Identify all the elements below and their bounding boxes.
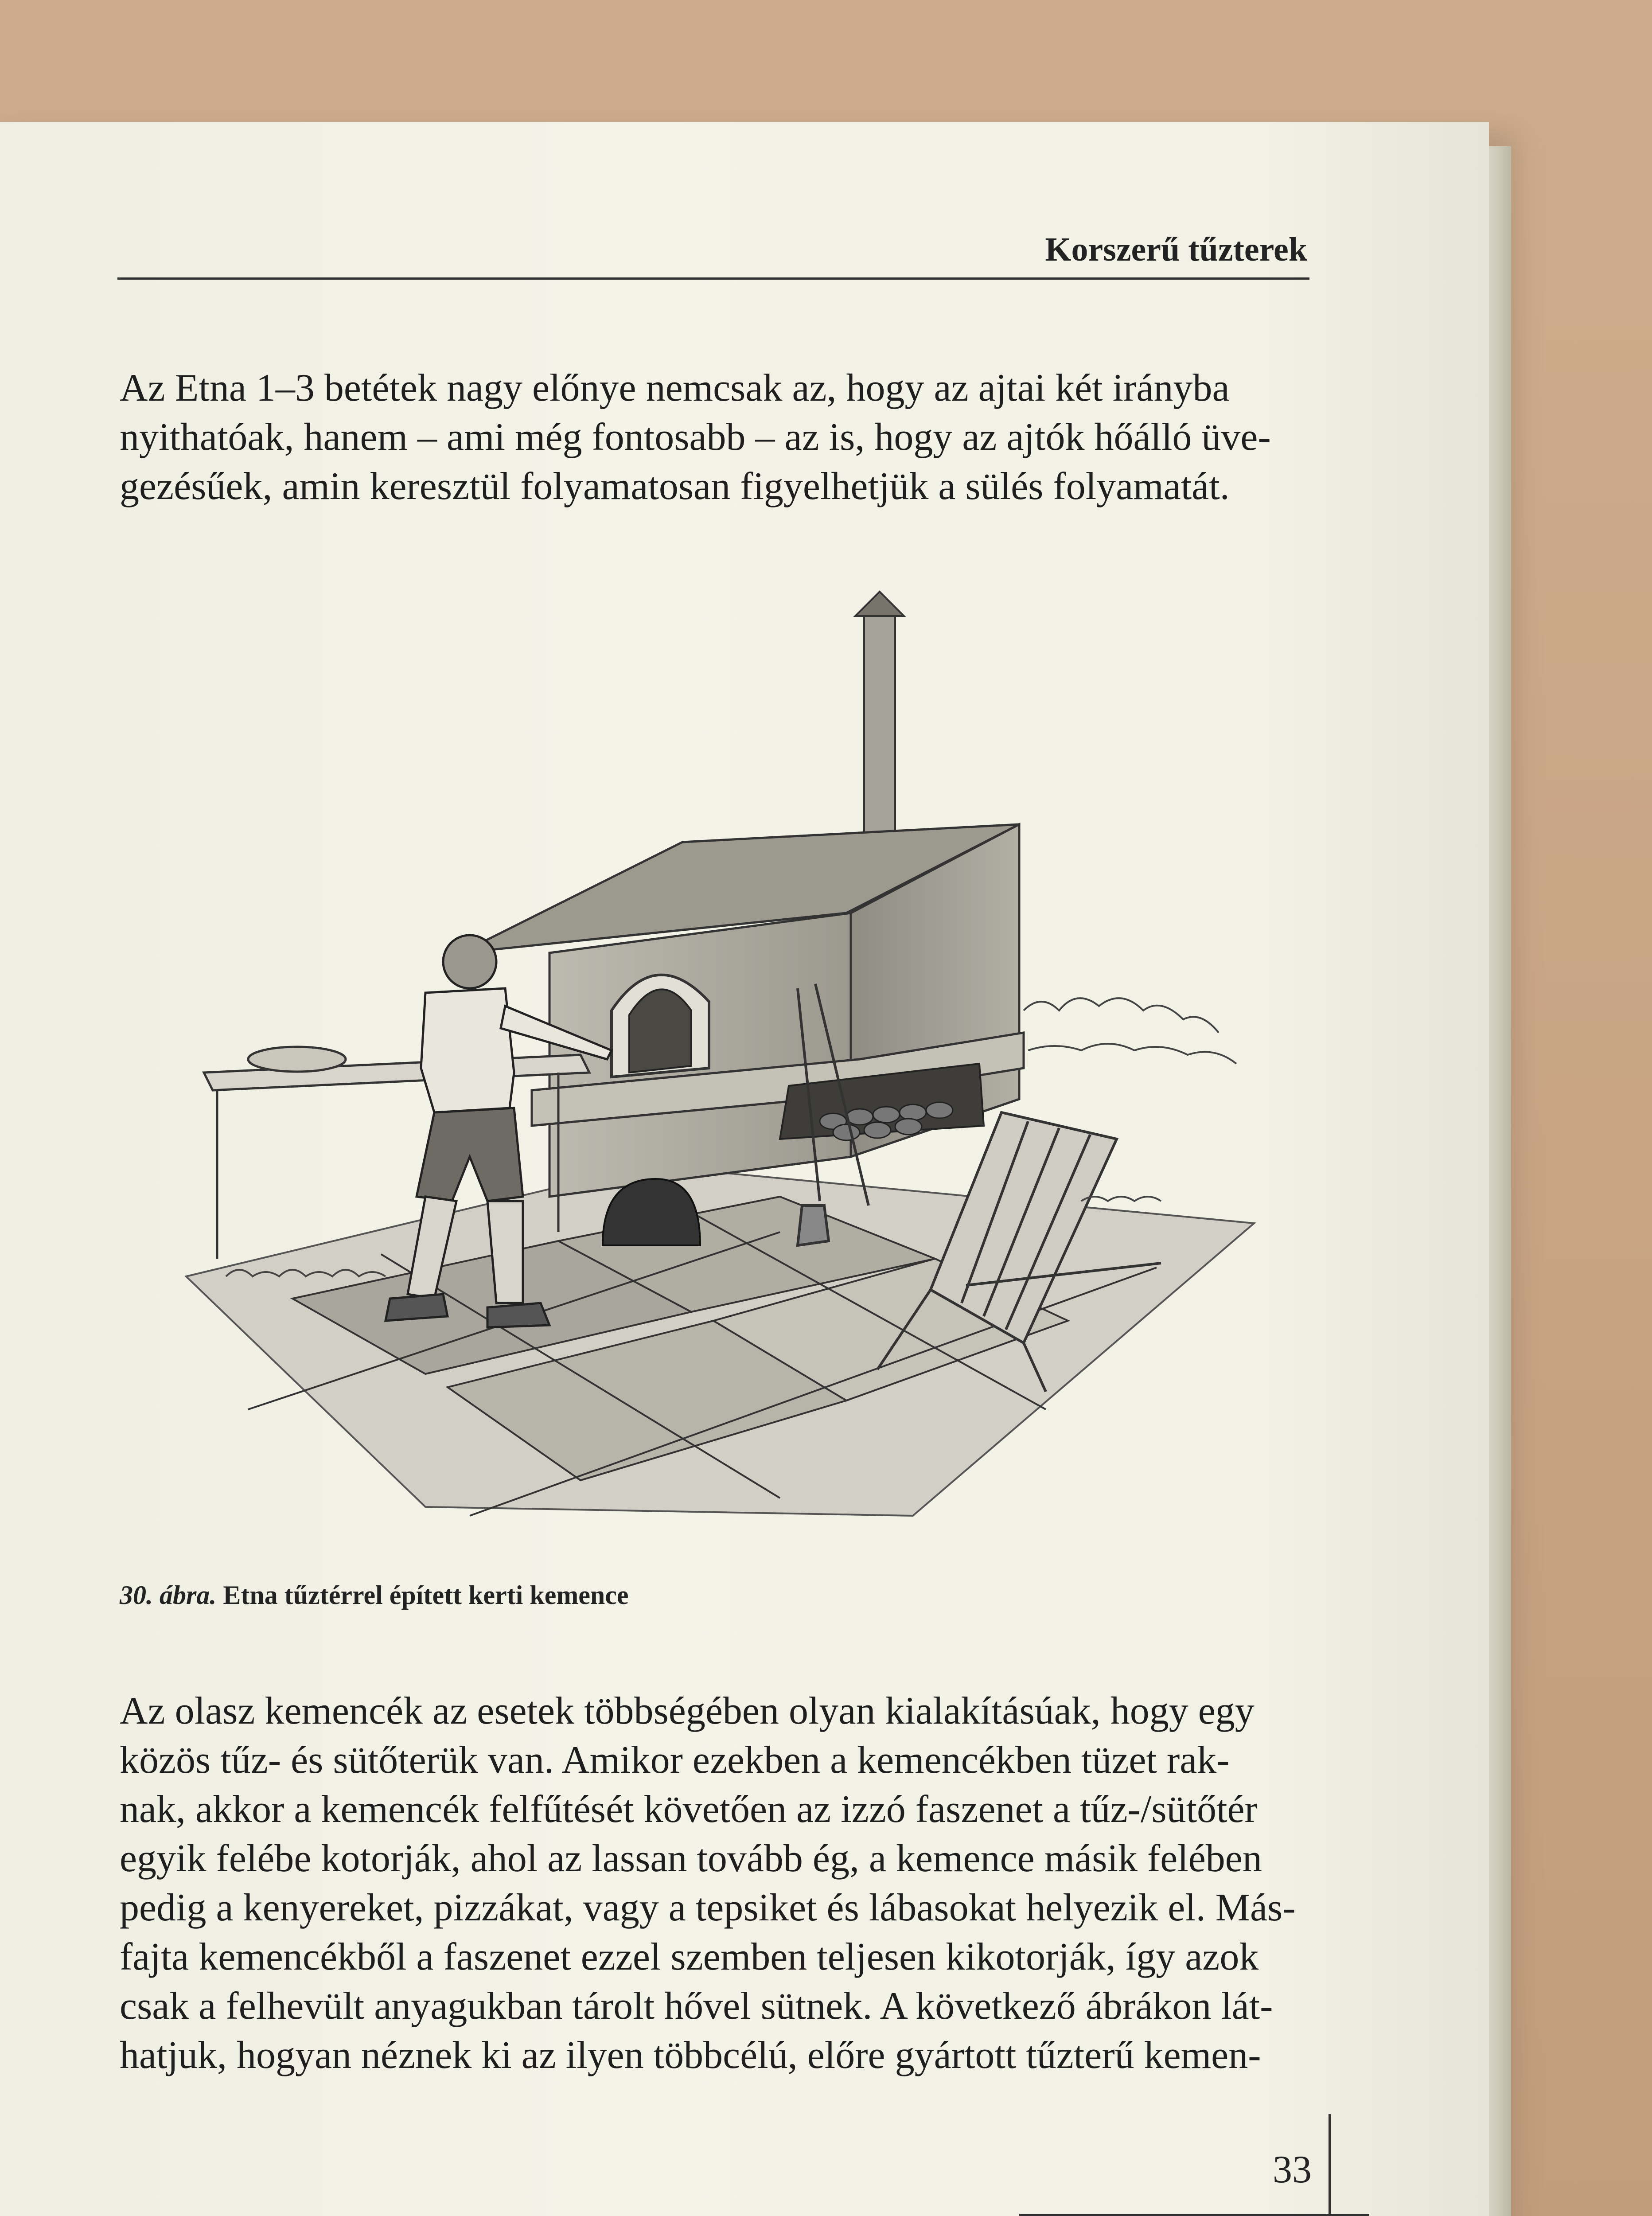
running-header: Korszerű tűzterek [1045, 231, 1307, 268]
paragraph-2-line: pedig a kenyereket, pizzákat, vagy a tepsiket és lábasokat helyezik el. Más- [120, 1886, 1296, 1929]
paragraph-1 [120, 363, 1307, 511]
paragraph-1-line: Az Etna 1–3 betétek nagy előnye nemcsak az, hogy az ajtai két irányba [120, 367, 1230, 410]
patio-tiles [186, 1166, 1254, 1516]
paragraph-2-line: Az olasz kemencék az esetek többségében olyan kialakításúak, hogy egy [120, 1689, 1255, 1732]
figure-caption-text: Etna tűztérrel épített kerti kemence [223, 1580, 629, 1610]
figure-number: 30. ábra. [120, 1580, 217, 1610]
paragraph-2-line: egyik felébe kotorják, ahol az lassan tovább ég, a kemence másik felében [120, 1837, 1262, 1880]
paragraph-2 [120, 1686, 1307, 2080]
header-rule [117, 277, 1309, 280]
paragraph-2-line: hatjuk, hogyan néznek ki az ilyen többcélú, előre gyártott tűzterű kemen- [120, 2034, 1261, 2077]
figure-caption [120, 1580, 1316, 1611]
chimney [855, 592, 904, 864]
paragraph-1-line: gezésűek, amin keresztül folyamatosan figyelhetjük a sülés folyamatát. [120, 465, 1230, 508]
garden-oven-illustration [160, 567, 1276, 1533]
paragraph-1-line: nyithatóak, hanem – ami még fontosabb – az is, hogy az ajtók hőálló üve- [120, 416, 1271, 459]
paragraph-2-line: csak a felhevült anyagukban tárolt hővel sütnek. A következő ábrákon lát- [120, 1985, 1273, 2028]
page-number: 33 [1273, 2148, 1312, 2191]
paragraph-2-line: nak, akkor a kemencék felfűtését követően az izzó faszenet a tűz-/sütőtér [120, 1788, 1258, 1831]
page-number-horizontal-rule [1019, 2214, 1369, 2216]
paragraph-2-line: közös tűz- és sütőterük van. Amikor ezekben a kemencékben tüzet rak- [120, 1739, 1230, 1782]
paragraph-2-line: fajta kemencékből a faszenet ezzel szemben teljesen kikotorják, így azok [120, 1935, 1259, 1978]
page-number-vertical-rule [1329, 2114, 1331, 2216]
